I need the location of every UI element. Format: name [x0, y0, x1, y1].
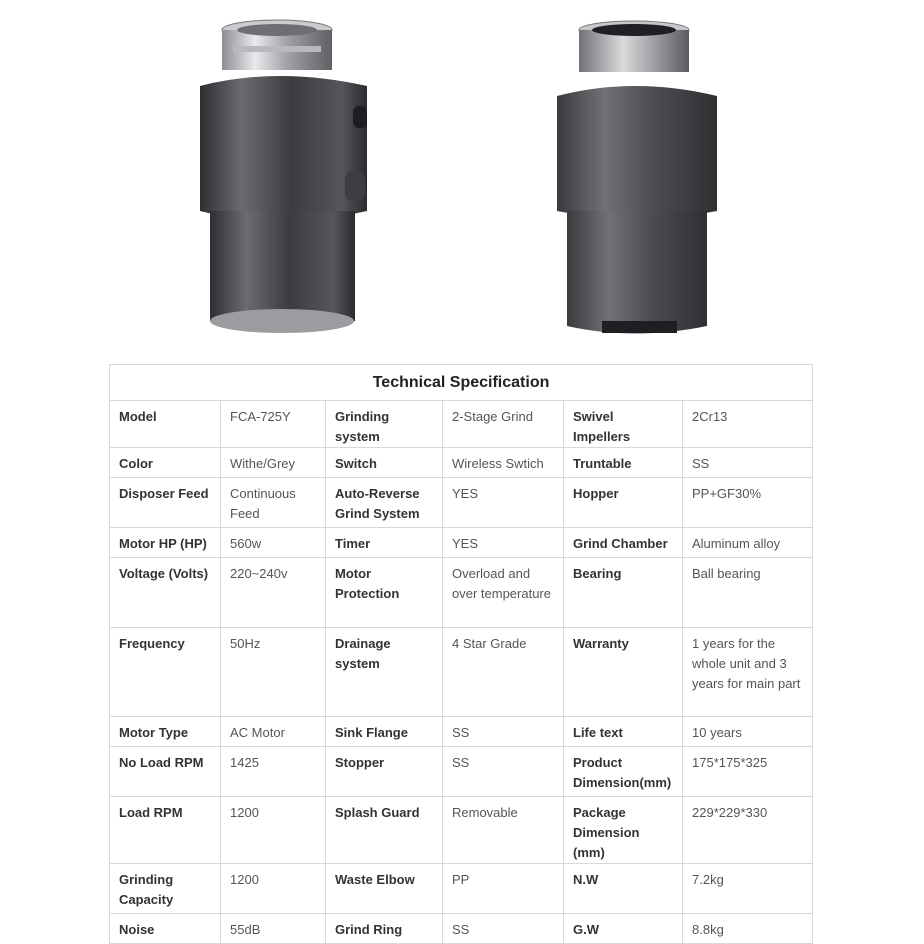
spec-label: Motor HP (HP) — [110, 528, 221, 558]
technical-specification-table — [109, 364, 813, 944]
spec-label: Load RPM — [110, 797, 221, 864]
table-row — [110, 747, 813, 797]
spec-label: Model — [110, 401, 221, 448]
spec-value: FCA-725Y — [221, 401, 326, 448]
spec-label: Stopper — [326, 747, 443, 797]
spec-value: YES — [443, 528, 564, 558]
spec-value: 2-Stage Grind — [443, 401, 564, 448]
table-row — [110, 864, 813, 914]
spec-value: 55dB — [221, 914, 326, 944]
spec-value: PP — [443, 864, 564, 914]
table-row — [110, 448, 813, 478]
spec-label: Color — [110, 448, 221, 478]
spec-value: SS — [443, 717, 564, 747]
spec-value: AC Motor — [221, 717, 326, 747]
spec-value: 1 years for the whole unit and 3 years for main part — [683, 628, 813, 717]
table-row — [110, 558, 813, 628]
spec-label: Disposer Feed — [110, 478, 221, 528]
table-row — [110, 717, 813, 747]
spec-label: Switch — [326, 448, 443, 478]
spec-value: Removable — [443, 797, 564, 864]
spec-value: 50Hz — [221, 628, 326, 717]
disposer-front-image — [195, 16, 375, 341]
table-row — [110, 914, 813, 944]
spec-label: Splash Guard — [326, 797, 443, 864]
spec-label: Grind Ring — [326, 914, 443, 944]
spec-value: 229*229*330 — [683, 797, 813, 864]
spec-value: Continuous Feed — [221, 478, 326, 528]
spec-label: Motor Type — [110, 717, 221, 747]
spec-value: Withe/Grey — [221, 448, 326, 478]
table-row — [110, 528, 813, 558]
spec-value: 8.8kg — [683, 914, 813, 944]
spec-label: Motor Protection — [326, 558, 443, 628]
spec-value: Overload and over temperature — [443, 558, 564, 628]
table-row — [110, 797, 813, 864]
spec-label: Swivel Impellers — [564, 401, 683, 448]
spec-value: Ball bearing — [683, 558, 813, 628]
spec-label: Voltage (Volts) — [110, 558, 221, 628]
spec-label: No Load RPM — [110, 747, 221, 797]
spec-label: Frequency — [110, 628, 221, 717]
spec-value: 10 years — [683, 717, 813, 747]
spec-value: PP+GF30% — [683, 478, 813, 528]
spec-value: 175*175*325 — [683, 747, 813, 797]
spec-label: Truntable — [564, 448, 683, 478]
spec-value: 220~240v — [221, 558, 326, 628]
spec-value: SS — [443, 914, 564, 944]
product-images — [0, 0, 924, 356]
spec-value: 2Cr13 — [683, 401, 813, 448]
spec-label: G.W — [564, 914, 683, 944]
spec-label: Auto-Reverse Grind System — [326, 478, 443, 528]
spec-label: Package Dimension (mm) — [564, 797, 683, 864]
table-title: Technical Specification — [110, 365, 813, 401]
spec-value: Wireless Swtich — [443, 448, 564, 478]
spec-label: Waste Elbow — [326, 864, 443, 914]
table-row — [110, 478, 813, 528]
spec-value: 4 Star Grade — [443, 628, 564, 717]
spec-label: Grind Chamber — [564, 528, 683, 558]
table-row — [110, 401, 813, 448]
table-row — [110, 628, 813, 717]
spec-label: N.W — [564, 864, 683, 914]
spec-value: 560w — [221, 528, 326, 558]
spec-value: 1200 — [221, 864, 326, 914]
spec-label: Grinding Capacity — [110, 864, 221, 914]
spec-label: Product Dimension(mm) — [564, 747, 683, 797]
spec-value: 7.2kg — [683, 864, 813, 914]
spec-label: Drainage system — [326, 628, 443, 717]
spec-value: SS — [443, 747, 564, 797]
spec-value: SS — [683, 448, 813, 478]
spec-label: Hopper — [564, 478, 683, 528]
spec-label: Grinding system — [326, 401, 443, 448]
spec-value: 1200 — [221, 797, 326, 864]
spec-label: Life text — [564, 717, 683, 747]
spec-value: Aluminum alloy — [683, 528, 813, 558]
spec-label: Timer — [326, 528, 443, 558]
disposer-rear-image — [552, 16, 722, 341]
spec-value: 1425 — [221, 747, 326, 797]
spec-label: Warranty — [564, 628, 683, 717]
spec-label: Bearing — [564, 558, 683, 628]
spec-label: Sink Flange — [326, 717, 443, 747]
spec-value: YES — [443, 478, 564, 528]
spec-label: Noise — [110, 914, 221, 944]
